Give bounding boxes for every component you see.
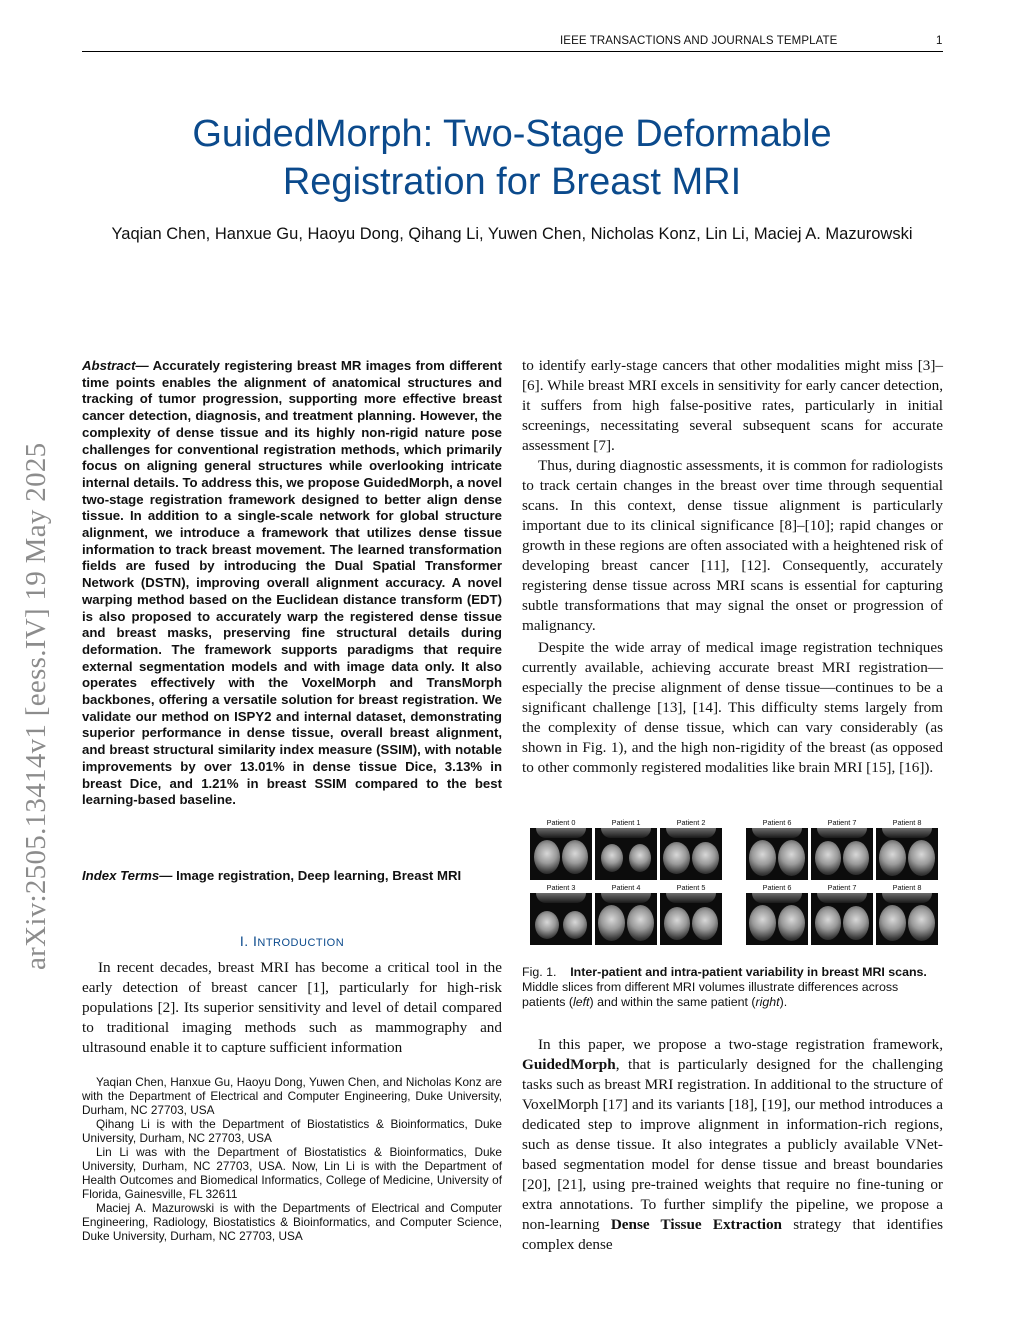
author-footnotes (82, 1075, 502, 1243)
mri-slice-image (746, 828, 808, 880)
mri-slice-image (811, 893, 873, 945)
intro-paragraph-1: In recent decades, breast MRI has become a critical tool in the early detection of breast cancer [1], particularly for high-risk populations [2]. Its superior sensitivity and level of detail compared to traditional imaging methods such as mammography and ultrasound enable it to capture sufficient information (82, 959, 502, 1056)
caption-text: ) and within the same patient ( (589, 995, 756, 1009)
figure-1-mri-grid (530, 818, 940, 948)
strategy-name: Dense Tissue Extraction (610, 1216, 783, 1233)
mri-slice-image (530, 828, 592, 880)
right-paragraph-3: Despite the wide array of medical image registration techniques currently available, achieving accurate breast MRI registration—especially the precise alignment of dense tissue—continues to be a significant challenge [13], [14]. This difficulty stems largely from the complexity of dense tissue, which can vary considerably (as shown in Fig. 1), and the high non-rigidity of the breast (as opposed to other commonly registered modalities like brain MRI [15], [16]). (522, 639, 943, 776)
index-terms (82, 868, 502, 885)
mri-slice-image (876, 893, 938, 945)
running-header: IEEE TRANSACTIONS AND JOURNALS TEMPLATE (560, 35, 838, 47)
footnote: Lin Li was with the Department of Biostatistics & Bioinformatics, Duke University, Durham, NC 27703, USA. Now, Lin Li is with the Department of Health Outcomes and Biomedical Informatics, College of Medicine, University of Florida, Gainesville, FL 32611 (82, 1145, 502, 1201)
figure-1-caption (522, 965, 943, 1010)
caption-right: right (755, 995, 780, 1009)
paragraph-text: In this paper, we propose a two-stage registration framework, (538, 1036, 943, 1053)
paper-title: GuidedMorph: Two-Stage Deformable Registration for Breast MRI (192, 113, 832, 203)
right-paragraph-4 (522, 1035, 943, 1255)
arxiv-stamp: arXiv:2505.13414v1 [eess.IV] 19 May 2025 (20, 442, 52, 970)
footnote: Yaqian Chen, Hanxue Gu, Haoyu Dong, Yuwen Chen, and Nicholas Konz are with the Department of Electrical and Computer Engineering, Duke University, Durham, NC 27703, USA (82, 1075, 502, 1117)
panel-label: Patient 8 (892, 883, 922, 892)
mri-slice-image (746, 893, 808, 945)
caption-figure-number: Fig. 1. (522, 965, 557, 979)
panel-label: Patient 6 (762, 818, 792, 827)
panel-label: Patient 5 (676, 883, 706, 892)
mri-slice-image (811, 828, 873, 880)
paragraph-text: strategy that identifies complex dense (522, 1216, 943, 1253)
panel-label: Patient 4 (611, 883, 641, 892)
caption-text: ). (779, 995, 788, 1009)
mri-slice-image (660, 828, 722, 880)
abstract (82, 358, 502, 809)
footnote: Qihang Li is with the Department of Biostatistics & Bioinformatics, Duke University, Durham, NC 27703, USA (82, 1117, 502, 1145)
mri-slice-image (595, 828, 657, 880)
right-paragraph-2: Thus, during diagnostic assessments, it is common for radiologists to track certain changes in the breast over time through sequential scans. In this context, dense tissue alignment is particularly important due to its clinical significance [8]–[10]; rapid changes or growth in these regions are often associated with a heightened risk of developing breast cancer [11], [12]. Consequently, accurately registering dense tissue across MRI scans is essential for capturing subtle transformations that may signal the onset or progression of malignancy. (522, 457, 943, 634)
index-terms-text: Image registration, Deep learning, Breast MRI (176, 868, 462, 883)
abstract-text: Accurately registering breast MR images from different time points enables the alignment of anatomical structures and tracking of tumor progression, supporting more effective breast cancer detection, diagnosis, and treatment planning. However, the complexity of dense tissue and its highly non-rigid nature pose challenges for conventional registration methods, which primarily focus on aligning general structures while overlooking intricate internal details. To address this, we propose GuidedMorph, a novel two-stage registration framework designed to better align dense tissue. In addition to a single-scale network for global structure alignment, we introduce a framework that utilizes dense tissue information to track breast movement. The learned transformation fields are fused by introducing the Dual Spatial Transformer Network (DSTN), improving overall alignment accuracy. A novel warping method based on the Euclidean distance transform (EDT) is also proposed to accurately warp the registered dense tissue and breast masks, preserving fine structural details during deformation. The framework supports paradigms that require external segmentation models and with image data only. It also operates effectively with the VoxelMorph and TransMorph backbones, offering a versatile solution for breast registration. We validate our method on ISPY2 and internal dataset, demonstrating superior performance in dense tissue, overall breast alignment, and breast structural similarity index measure (SSIM), with notable improvements by over 13.01% in dense tissue Dice, 3.13% in breast Dice, and 1.21% in breast SSIM compared to the best learning-based baseline. (82, 358, 502, 808)
header-rule (82, 51, 943, 52)
panel-label: Patient 7 (827, 883, 857, 892)
mri-slice-image (660, 893, 722, 945)
index-terms-label: Index Terms— (82, 868, 173, 883)
panel-label: Patient 3 (546, 883, 576, 892)
section-first-letter: I (253, 933, 258, 949)
panel-label: Patient 2 (676, 818, 706, 827)
panel-label: Patient 8 (892, 818, 922, 827)
panel-label: Patient 7 (827, 818, 857, 827)
caption-text: Middle slices from different MRI volumes illustrate differences across patients ( (522, 980, 899, 1009)
panel-label: Patient 6 (762, 883, 792, 892)
method-name: GuidedMorph (522, 1056, 616, 1073)
author-list: Yaqian Chen, Hanxue Gu, Haoyu Dong, Qihang Li, Yuwen Chen, Nicholas Konz, Lin Li, Maciej A. Mazurowski (111, 225, 913, 243)
footnote: Maciej A. Mazurowski is with the Departments of Electrical and Computer Engineering, Radiology, Biostatistics & Bioinformatics, and Computer Science, Duke University, Durham, NC 27703, USA (82, 1201, 502, 1243)
mri-slice-image (595, 893, 657, 945)
abstract-label: Abstract— (82, 358, 149, 373)
section-numeral: I. (239, 933, 253, 949)
paragraph-text: , that is particularly designed for the challenging tasks such as breast MRI registration. In additional to the structure of VoxelMorph [17] and its variants [18], [19], our method introduces a dedicated step to improve alignment in information-rich regions, such as dense tissue. It also integrates a publicly available VNet-based segmentation model for dense tissue and breast boundaries [20], [21], using pre-trained weights that require no fine-tuning or extra annotations. To further simplify the pipeline, we propose a non-learning (522, 1056, 943, 1233)
caption-left: left (572, 995, 590, 1009)
panel-label: Patient 0 (546, 818, 576, 827)
caption-title: Inter-patient and intra-patient variability in breast MRI scans. (570, 965, 927, 979)
panel-label: Patient 1 (611, 818, 641, 827)
right-paragraph-1: to identify early-stage cancers that other modalities might miss [3]–[6]. While breast MRI excels in sensitivity for early cancer detection, it suffers from high false-positive rates, particularly in initial screenings, necessitating several subsequent scans for accurate assessment [7]. (522, 357, 943, 454)
section-title-rest: NTRODUCTION (257, 937, 345, 949)
section-heading-introduction (82, 933, 502, 949)
page-number: 1 (936, 35, 943, 47)
mri-slice-image (876, 828, 938, 880)
mri-slice-image (530, 893, 592, 945)
